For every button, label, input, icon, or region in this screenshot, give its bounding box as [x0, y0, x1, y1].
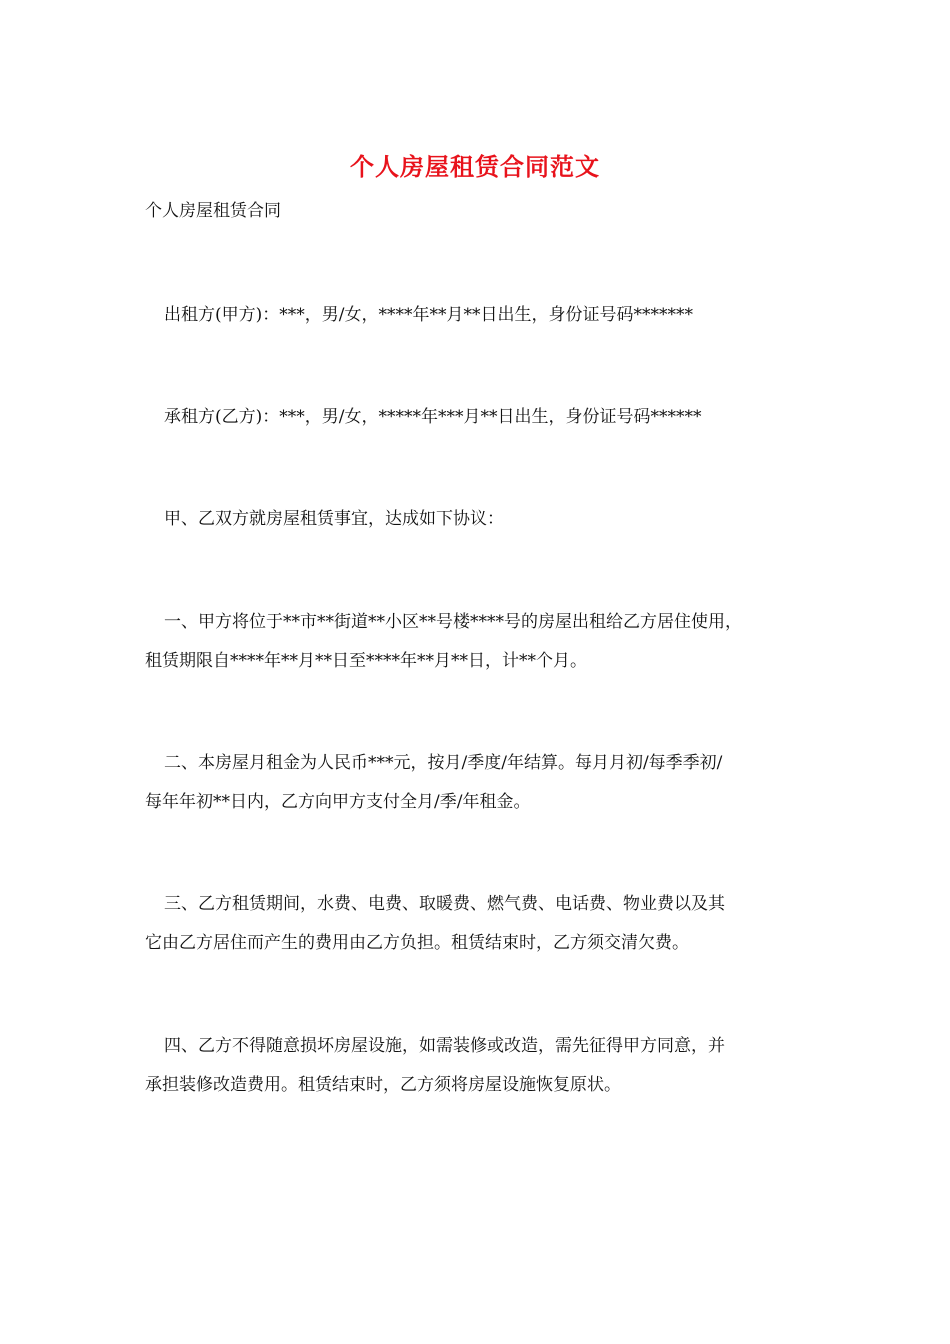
clause-1-line-1: 一、甲方将位于**市**街道**小区**号楼****号的房屋出租给乙方居住使用，	[164, 612, 742, 632]
lessee-paragraph: 承租方(乙方)：***，男/女，*****年***月**日出生，身份证号码******	[164, 407, 702, 427]
clause-4-line-2: 承担装修改造费用。租赁结束时，乙方须将房屋设施恢复原状。	[145, 1075, 621, 1095]
clause-3-line-2: 它由乙方居住而产生的费用由乙方负担。租赁结束时，乙方须交清欠费。	[145, 933, 689, 953]
agreement-intro-paragraph: 甲、乙双方就房屋租赁事宜，达成如下协议：	[164, 509, 504, 529]
clause-2-line-1: 二、本房屋月租金为人民币***元，按月/季度/年结算。每月月初/每季季初/	[164, 753, 723, 773]
clause-2-line-2: 每年年初**日内，乙方向甲方支付全月/季/年租金。	[145, 792, 531, 812]
clause-1-paragraph	[145, 603, 805, 681]
clause-2-paragraph	[145, 744, 805, 822]
clause-1-line-2: 租赁期限自****年**月**日至****年**月**日，计**个月。	[145, 651, 587, 671]
clause-4-line-1: 四、乙方不得随意损坏房屋设施，如需装修或改造，需先征得甲方同意，并	[164, 1036, 725, 1056]
lessor-paragraph: 出租方(甲方)：***，男/女，****年**月**日出生，身份证号码*******	[164, 305, 693, 325]
clause-4-paragraph	[145, 1027, 805, 1105]
document-subtitle: 个人房屋租赁合同	[145, 201, 281, 221]
document-title: 个人房屋租赁合同范文	[350, 152, 600, 181]
clause-3-line-1: 三、乙方租赁期间，水费、电费、取暖费、燃气费、电话费、物业费以及其	[164, 894, 725, 914]
clause-3-paragraph	[145, 885, 805, 963]
